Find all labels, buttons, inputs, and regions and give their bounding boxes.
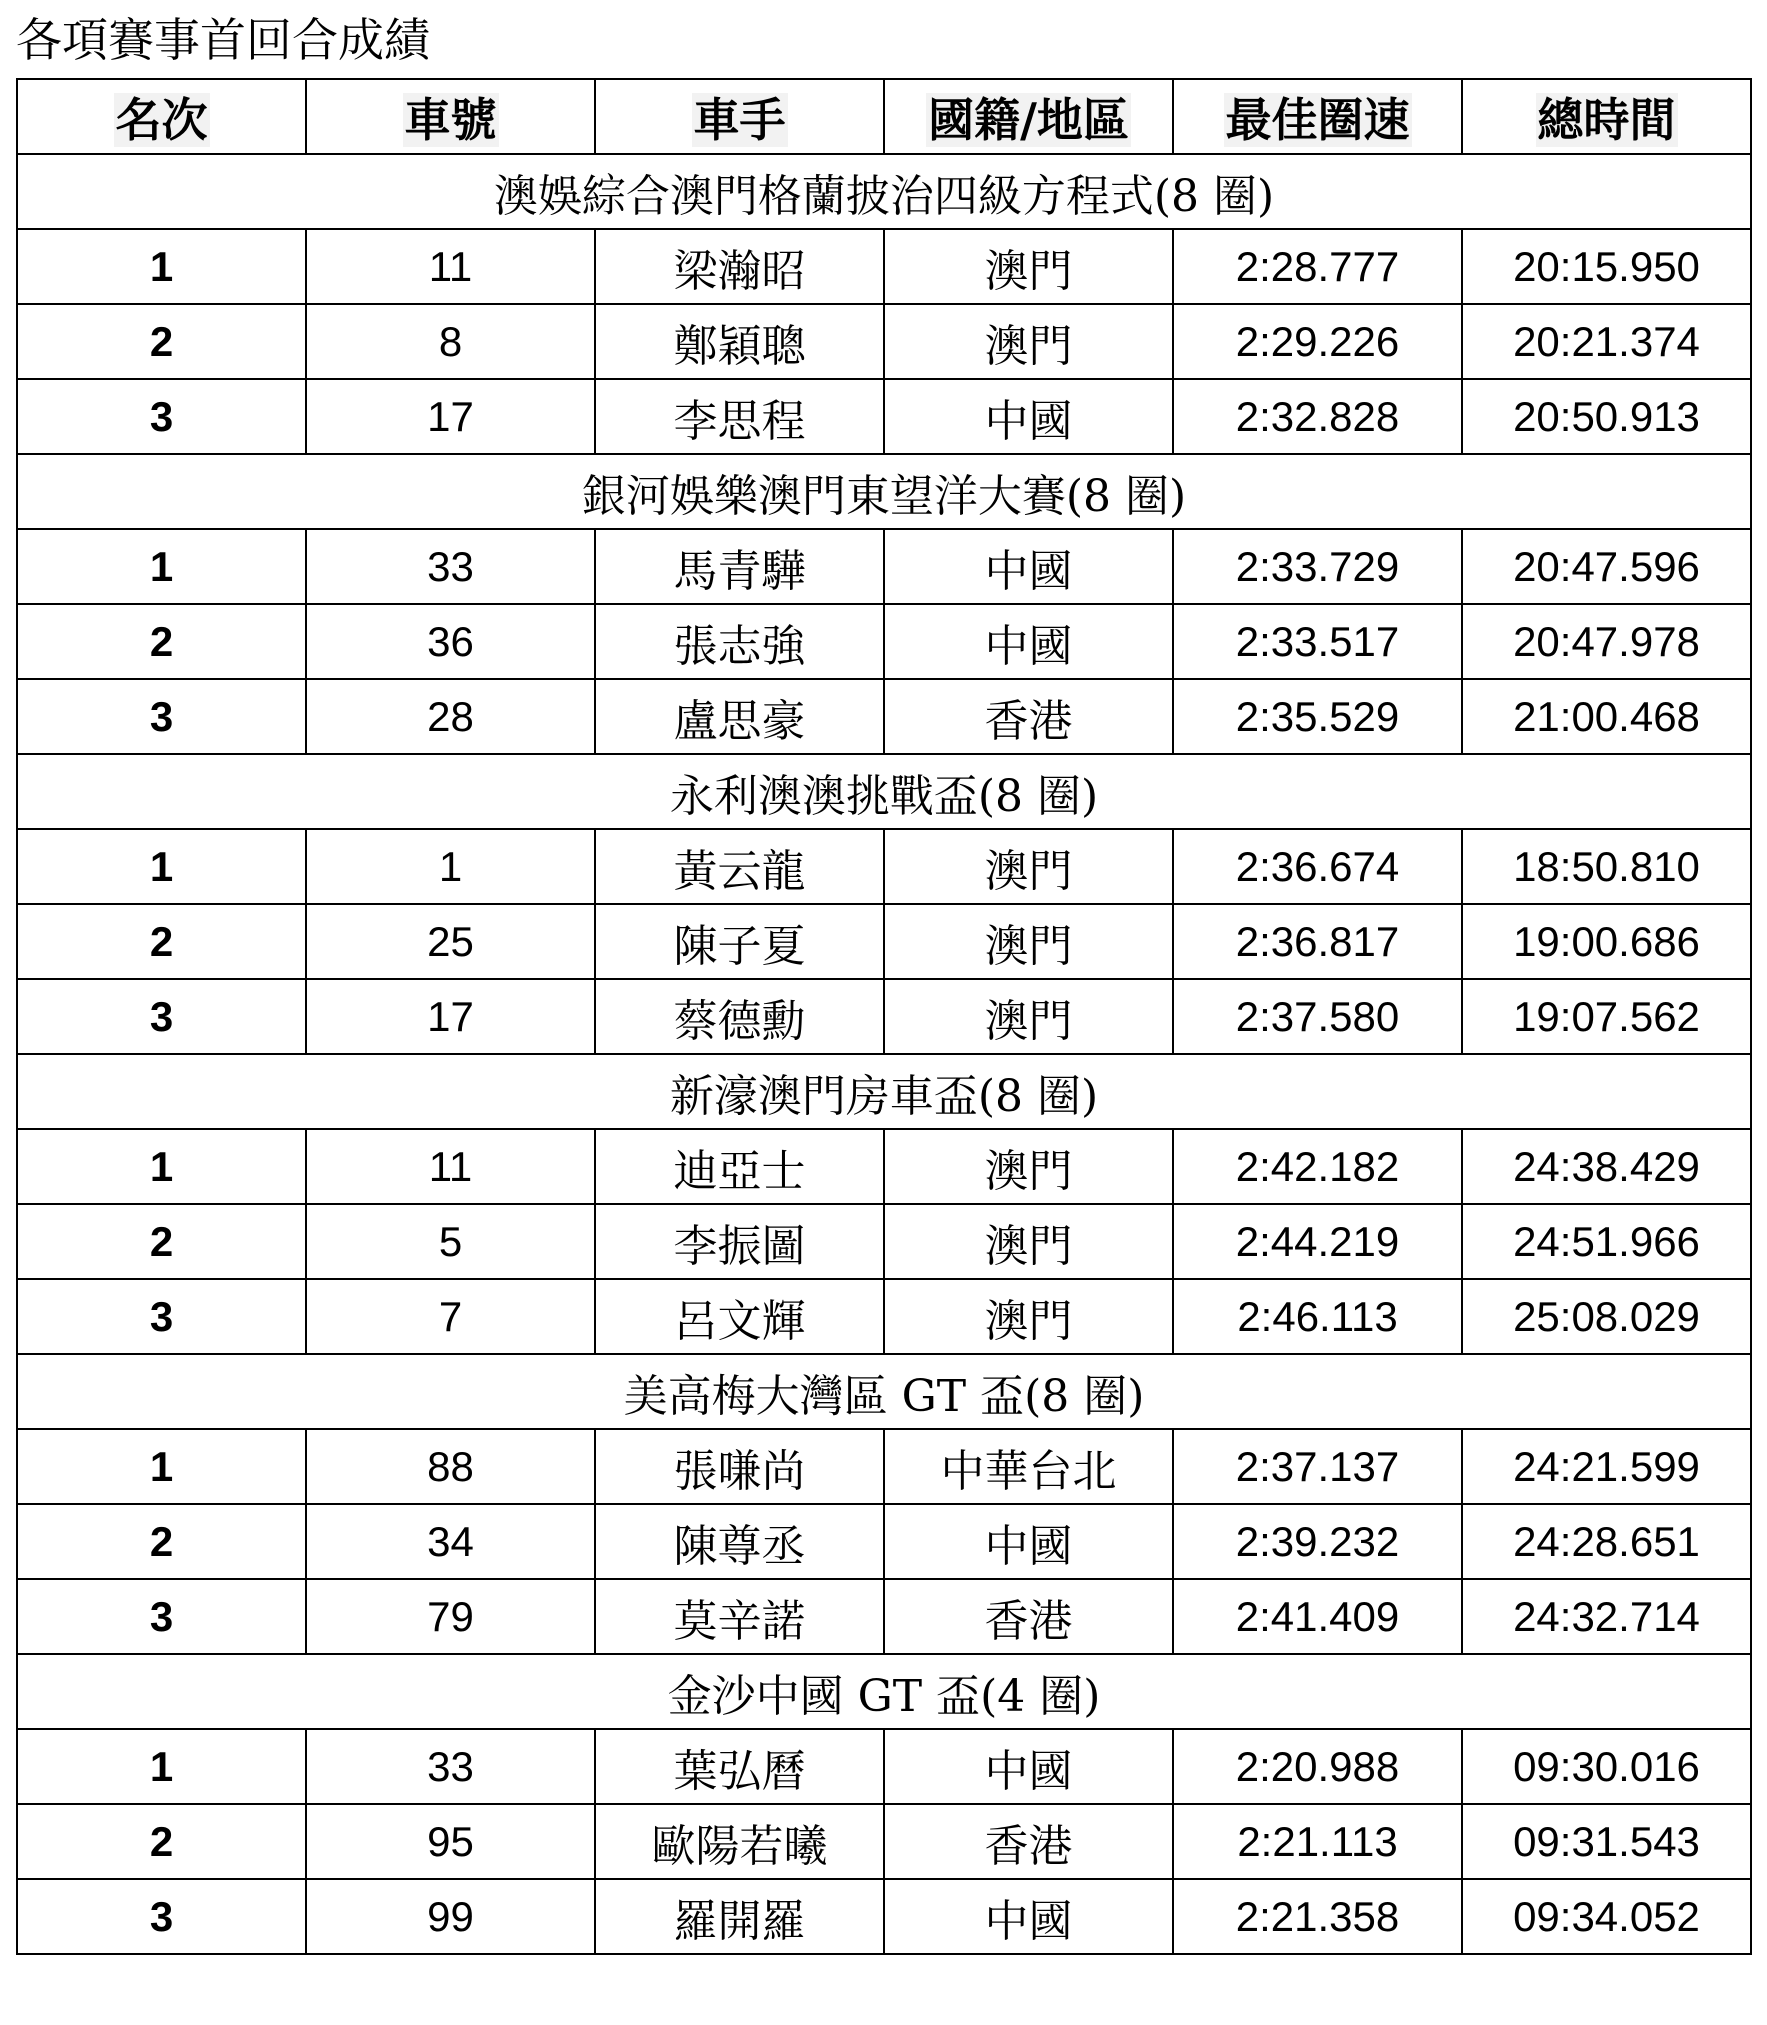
driver-cell: 莫辛諾 [595,1579,884,1654]
section-row [17,1654,1751,1729]
driver-cell: 陳子夏 [595,904,884,979]
best-lap-cell: 2:29.226 [1173,304,1462,379]
best-lap-cell: 2:42.182 [1173,1129,1462,1204]
results-body [17,154,1751,1954]
table-row [17,379,1751,454]
total-time-cell: 24:38.429 [1462,1129,1751,1204]
best-lap-cell: 2:44.219 [1173,1204,1462,1279]
car-number-cell: 11 [306,229,595,304]
nationality-cell: 澳門 [884,304,1173,379]
table-row [17,1129,1751,1204]
rank-cell: 3 [17,979,306,1054]
rank-cell: 2 [17,304,306,379]
best-lap-cell: 2:28.777 [1173,229,1462,304]
table-row [17,1429,1751,1504]
car-number-cell: 8 [306,304,595,379]
car-number-cell: 88 [306,1429,595,1504]
nationality-cell: 中國 [884,1729,1173,1804]
rank-cell: 2 [17,604,306,679]
driver-cell: 蔡德勳 [595,979,884,1054]
rank-cell: 3 [17,379,306,454]
car-number-cell: 99 [306,1879,595,1954]
total-time-cell: 09:31.543 [1462,1804,1751,1879]
best-lap-cell: 2:33.729 [1173,529,1462,604]
table-row [17,1729,1751,1804]
rank-cell: 1 [17,1729,306,1804]
header-best-lap: 最佳圈速 [1173,79,1462,154]
driver-cell: 梁瀚昭 [595,229,884,304]
total-time-cell: 20:15.950 [1462,229,1751,304]
car-number-cell: 5 [306,1204,595,1279]
total-time-cell: 20:47.978 [1462,604,1751,679]
table-row [17,904,1751,979]
nationality-cell: 中國 [884,529,1173,604]
car-number-cell: 34 [306,1504,595,1579]
total-time-cell: 20:21.374 [1462,304,1751,379]
best-lap-cell: 2:32.828 [1173,379,1462,454]
best-lap-cell: 2:46.113 [1173,1279,1462,1354]
best-lap-cell: 2:39.232 [1173,1504,1462,1579]
table-row [17,979,1751,1054]
rank-cell: 2 [17,904,306,979]
header-driver: 車手 [595,79,884,154]
section-title: 銀河娛樂澳門東望洋大賽(8 圈) [17,454,1751,529]
driver-cell: 李振圖 [595,1204,884,1279]
section-title: 新濠澳門房車盃(8 圈) [17,1054,1751,1129]
nationality-cell: 澳門 [884,1204,1173,1279]
table-row [17,1804,1751,1879]
rank-cell: 1 [17,1129,306,1204]
rank-cell: 1 [17,529,306,604]
nationality-cell: 澳門 [884,1129,1173,1204]
total-time-cell: 19:07.562 [1462,979,1751,1054]
driver-cell: 張嗛尚 [595,1429,884,1504]
table-row [17,529,1751,604]
total-time-cell: 19:00.686 [1462,904,1751,979]
nationality-cell: 中國 [884,379,1173,454]
table-row [17,1279,1751,1354]
rank-cell: 1 [17,1429,306,1504]
best-lap-cell: 2:20.988 [1173,1729,1462,1804]
total-time-cell: 21:00.468 [1462,679,1751,754]
nationality-cell: 香港 [884,1804,1173,1879]
rank-cell: 1 [17,829,306,904]
section-title: 美高梅大灣區 GT 盃(8 圈) [17,1354,1751,1429]
car-number-cell: 33 [306,529,595,604]
results-table [16,78,1752,1955]
driver-cell: 葉弘曆 [595,1729,884,1804]
header-nationality: 國籍/地區 [884,79,1173,154]
car-number-cell: 79 [306,1579,595,1654]
header-rank: 名次 [17,79,306,154]
section-title: 永利澳澳挑戰盃(8 圈) [17,754,1751,829]
total-time-cell: 20:50.913 [1462,379,1751,454]
rank-cell: 3 [17,1879,306,1954]
rank-cell: 3 [17,679,306,754]
section-row [17,1354,1751,1429]
table-row [17,829,1751,904]
driver-cell: 盧思豪 [595,679,884,754]
best-lap-cell: 2:37.137 [1173,1429,1462,1504]
table-row [17,604,1751,679]
total-time-cell: 09:34.052 [1462,1879,1751,1954]
rank-cell: 2 [17,1204,306,1279]
total-time-cell: 20:47.596 [1462,529,1751,604]
car-number-cell: 28 [306,679,595,754]
best-lap-cell: 2:35.529 [1173,679,1462,754]
header-total-time: 總時間 [1462,79,1751,154]
section-row [17,454,1751,529]
table-row [17,1879,1751,1954]
car-number-cell: 17 [306,979,595,1054]
best-lap-cell: 2:41.409 [1173,1579,1462,1654]
best-lap-cell: 2:36.674 [1173,829,1462,904]
nationality-cell: 澳門 [884,904,1173,979]
section-title: 澳娛綜合澳門格蘭披治四級方程式(8 圈) [17,154,1751,229]
nationality-cell: 澳門 [884,979,1173,1054]
driver-cell: 鄭穎聰 [595,304,884,379]
nationality-cell: 中國 [884,604,1173,679]
car-number-cell: 1 [306,829,595,904]
total-time-cell: 09:30.016 [1462,1729,1751,1804]
rank-cell: 2 [17,1504,306,1579]
rank-cell: 2 [17,1804,306,1879]
driver-cell: 馬青驊 [595,529,884,604]
rank-cell: 3 [17,1279,306,1354]
best-lap-cell: 2:37.580 [1173,979,1462,1054]
table-row [17,1579,1751,1654]
table-row [17,1504,1751,1579]
nationality-cell: 澳門 [884,829,1173,904]
nationality-cell: 澳門 [884,1279,1173,1354]
driver-cell: 黃云龍 [595,829,884,904]
section-row [17,754,1751,829]
nationality-cell: 中國 [884,1504,1173,1579]
section-title: 金沙中國 GT 盃(4 圈) [17,1654,1751,1729]
driver-cell: 歐陽若曦 [595,1804,884,1879]
nationality-cell: 香港 [884,1579,1173,1654]
rank-cell: 3 [17,1579,306,1654]
nationality-cell: 澳門 [884,229,1173,304]
total-time-cell: 18:50.810 [1462,829,1751,904]
section-row [17,1054,1751,1129]
driver-cell: 呂文輝 [595,1279,884,1354]
best-lap-cell: 2:21.113 [1173,1804,1462,1879]
car-number-cell: 11 [306,1129,595,1204]
page-title: 各項賽事首回合成績 [16,13,430,67]
car-number-cell: 33 [306,1729,595,1804]
nationality-cell: 中國 [884,1879,1173,1954]
best-lap-cell: 2:21.358 [1173,1879,1462,1954]
best-lap-cell: 2:33.517 [1173,604,1462,679]
total-time-cell: 24:28.651 [1462,1504,1751,1579]
section-row [17,154,1751,229]
car-number-cell: 25 [306,904,595,979]
table-row [17,1204,1751,1279]
nationality-cell: 香港 [884,679,1173,754]
total-time-cell: 24:51.966 [1462,1204,1751,1279]
total-time-cell: 24:21.599 [1462,1429,1751,1504]
nationality-cell: 中華台北 [884,1429,1173,1504]
table-row [17,229,1751,304]
car-number-cell: 17 [306,379,595,454]
car-number-cell: 36 [306,604,595,679]
header-row [17,79,1751,154]
table-row [17,304,1751,379]
total-time-cell: 25:08.029 [1462,1279,1751,1354]
driver-cell: 張志強 [595,604,884,679]
car-number-cell: 95 [306,1804,595,1879]
driver-cell: 羅開羅 [595,1879,884,1954]
header-car-number: 車號 [306,79,595,154]
total-time-cell: 24:32.714 [1462,1579,1751,1654]
rank-cell: 1 [17,229,306,304]
driver-cell: 迪亞士 [595,1129,884,1204]
driver-cell: 陳尊丞 [595,1504,884,1579]
table-row [17,679,1751,754]
car-number-cell: 7 [306,1279,595,1354]
best-lap-cell: 2:36.817 [1173,904,1462,979]
driver-cell: 李思程 [595,379,884,454]
